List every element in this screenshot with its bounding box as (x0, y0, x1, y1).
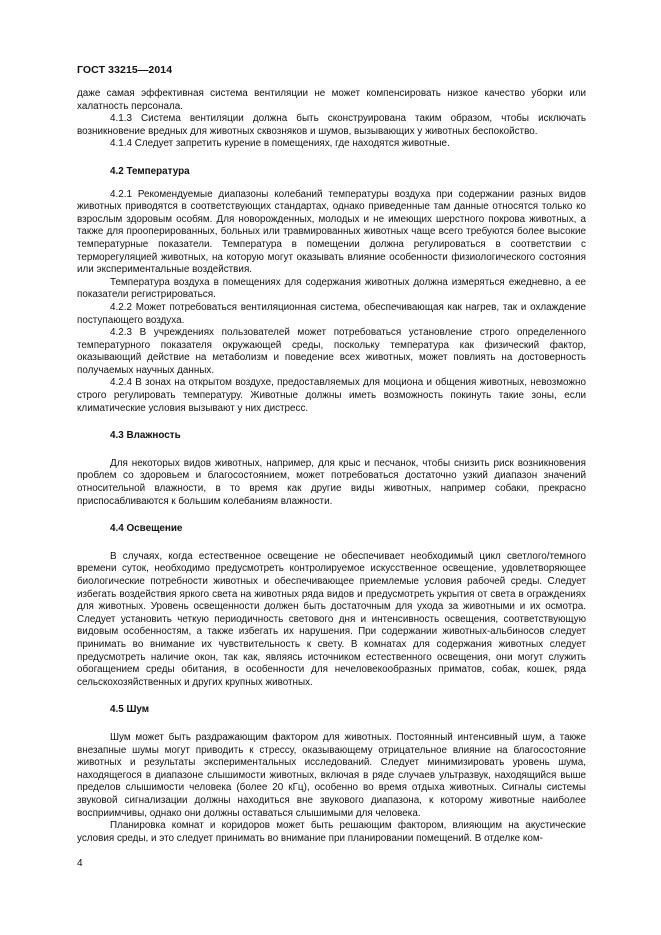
paragraph-4-5-a: Шум может быть раздражающим фактором для животных. Постоянный интенсивный шум, а также внезапные шумы могут приводить к стрессу, оказывающему отрицательное влияние на благосостояние животных и результаты экспериментальных исследований. Следует минимизировать уровень шума, находящегося в диапазоне слышимости животных, включая в ряде случаев ультразвук, находящийся выше пределов слышимости человека (более 20 кГц), особенно во время отдыха животных. Сигналы системы звуковой сигнализации должны находиться вне звукового диапазона, к которому животные наиболее восприимчивы, однако они должны оставаться слышимыми для человека. (77, 731, 586, 819)
paragraph-4-2-2: 4.2.2 Может потребоваться вентиляционная система, обеспечивающая как нагрев, так и охлаждение поступающего воздуха. (77, 301, 586, 326)
section-heading-4-3: 4.3 Влажность (110, 430, 181, 442)
section-heading-4-2: 4.2 Температура (110, 165, 190, 177)
paragraph-4-1-4: 4.1.4 Следует запретить курение в помещениях, где находятся животные. (110, 138, 450, 150)
document-body (77, 88, 586, 845)
paragraph-4-2-4: 4.2.4 В зонах на открытом воздухе, предоставляемых для моциона и общения животных, невозможно строго регулировать температуру. Животные должны иметь возможность покинуть такие зоны, если климатические условия вызывают у них дистресс. (77, 377, 586, 414)
paragraph-4-2-1-continued: Температура воздуха в помещениях для содержания животных должна измеряться ежедневно, а ее показатели регистрироваться. (77, 276, 586, 301)
paragraph-4-4: В случаях, когда естественное освещение не обеспечивает необходимый цикл светлого/темного времени суток, необходимо предусмотреть контролируемое искусственное освещение, удовлетворяющее биологические потребности животных и обеспечивающее приемлемые условия рабочей среды. Следует избегать воздействия яркого света на животных ряда видов и предусмотреть укрытия от света в ограждениях для животных. Уровень освещенности должен быть достаточным для ухода за животными и их осмотра. Следует установить четкую периодичность светового дня и интенсивность освещения, соответствующую видовым особенностям, а также избегать их нарушения. При содержании животных-альбиносов следует принимать во внимание их чувствительность к свету. В комнатах для содержания животных следует предусмотреть наличие окон, так как, являясь источником естественного освещения, они могут служить обогащением среды обитания, в особенности для нечеловекообразных приматов, собак, кошек, ряда сельскохозяйственных и других крупных животных. (77, 550, 586, 688)
paragraph-4-2-3: 4.2.3 В учреждениях пользователей может потребоваться установление строго определенного температурного показателя окружающей среды, поскольку температура как физический фактор, оказывающий действие на метаболизм и поведение всех животных, может повлиять на достоверность получаемых научных данных. (77, 327, 586, 376)
page-number: 4 (77, 858, 83, 869)
paragraph-4-1-3: 4.1.3 Система вентиляции должна быть сконструирована таким образом, чтобы исключать возникновение вредных для животных сквозняков и шумов, вызывающих у животных беспокойство. (77, 113, 586, 137)
section-heading-4-5: 4.5 Шум (110, 704, 150, 716)
paragraph-4-3: Для некоторых видов животных, например, для крыс и песчанок, чтобы снизить риск возникновения проблем со здоровьем и благосостоянием, может потребоваться достаточно узкий диапазон значений относительной влажности, в то время как другие виды животных, например собаки, прекрасно приспосабливаются к большим колебаниям влажности. (77, 457, 586, 507)
paragraph-4-5-b: Планировка комнат и коридоров может быть решающим фактором, влияющим на акустические условия среды, и это следует принимать во внимание при планировании помещений. В отделке ком- (77, 820, 586, 844)
paragraph-4-2-1: 4.2.1 Рекомендуемые диапазоны колебаний температуры воздуха при содержании разных видов животных приводятся в соответствующих стандартах, однако приведенные там данные относятся только ко взрослым здоровым особям. Для новорожденных, молодых и не имеющих шерстного покрова животных, а также для прооперированных, больных или травмированных животных чаще всего требуются более высокие температурные показатели. Температура в помещении должна регулироваться в соответствии с терморегуляцией животных, на которую могут оказывать влияние особенности физиологического состояния или экспериментальные воздействия. (77, 188, 586, 276)
paragraph-continued: даже самая эффективная система вентиляции не может компенсировать низкое качество уборки или халатность персонала. (77, 88, 586, 112)
document-header: ГОСТ 33215—2014 (77, 64, 173, 76)
section-heading-4-4: 4.4 Освещение (110, 523, 183, 535)
